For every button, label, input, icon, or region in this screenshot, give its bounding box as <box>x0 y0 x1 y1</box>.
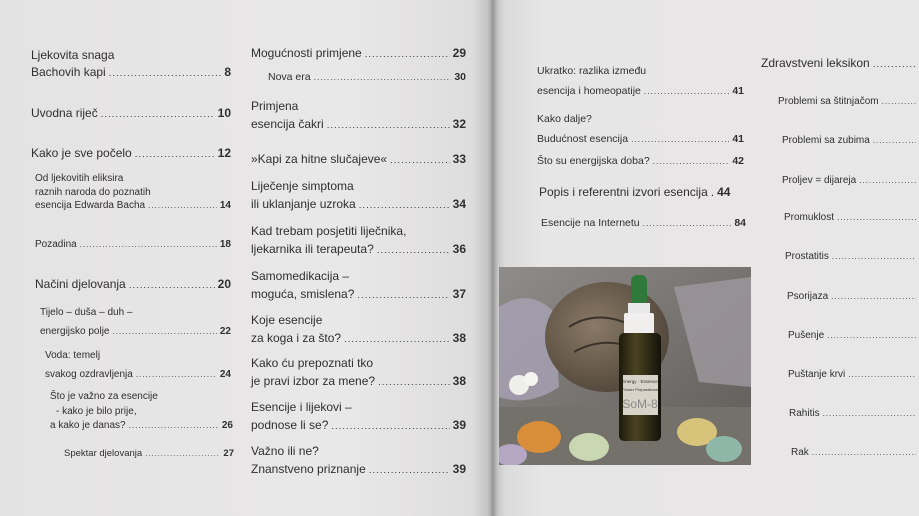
toc-entry-label: esencija čakri <box>251 117 324 131</box>
lexicon-entry <box>787 292 919 302</box>
toc-entry <box>251 267 466 303</box>
leader-dots <box>359 199 450 213</box>
leader-dots <box>135 150 215 160</box>
toc-entry-label: Esencije na Internetu <box>541 217 640 229</box>
toc-entry-label: Bachovih kapi <box>31 65 106 79</box>
toc-entry <box>537 61 744 102</box>
toc-entry-line: Voda: temelj <box>45 350 101 361</box>
essence-bottle-photo <box>499 267 751 465</box>
toc-entry-line: Primjena <box>251 99 299 113</box>
leader-dots <box>365 50 450 60</box>
toc-entry-page: 29 <box>452 46 466 60</box>
lexicon-entry-label: Prostatitis <box>785 251 829 262</box>
toc-entry-line: Tijelo – duša – duh – <box>40 307 133 318</box>
toc-entry-page: 33 <box>452 152 466 166</box>
leader-dots <box>848 371 916 379</box>
lexicon-entry <box>788 370 919 380</box>
lexicon-entry-label: Problemi sa zubima <box>782 135 870 146</box>
bottle-cap <box>624 313 654 335</box>
dropper-bulb <box>631 275 647 305</box>
toc-entry-page: 39 <box>452 418 466 432</box>
leader-dots <box>390 156 450 166</box>
toc-entry-line: Kad trebam posjetiti liječnika, <box>251 224 407 238</box>
toc-entry-line: Kako dalje? <box>537 113 592 125</box>
toc-entry-label: Uvodna riječ <box>31 106 98 120</box>
lexicon-entry-label: Problemi sa štitnjačom <box>778 96 879 107</box>
leader-dots <box>882 98 916 106</box>
toc-entry <box>251 222 466 258</box>
photo-illustration <box>499 267 751 465</box>
leader-dots <box>643 219 732 227</box>
toc-entry-line: Od ljekovitih eliksira <box>35 173 124 184</box>
leader-dots <box>644 83 729 99</box>
green-stone <box>569 433 609 461</box>
toc-entry <box>541 218 746 229</box>
toc-entry <box>35 240 231 250</box>
toc-entry-line: Ljekovita snaga <box>31 48 115 62</box>
orange-stone <box>517 421 561 453</box>
toc-entry-page: 22 <box>219 326 231 337</box>
toc-entry <box>537 156 744 167</box>
lexicon-entry-label: Proljev = dijareja <box>782 175 857 186</box>
toc-entry-label: Načini djelovanja <box>35 277 126 291</box>
toc-entry-line: - kako je bilo prije, <box>56 405 137 417</box>
leader-dots <box>859 177 916 185</box>
toc-entry-label: esencija Edwarda Bacha <box>35 200 146 211</box>
toc-entry-label: »Kapi za hitne slučajeve« <box>251 152 388 166</box>
leader-dot: . <box>710 185 715 199</box>
leader-dots <box>327 119 450 133</box>
toc-entry-label: a kako je danas? <box>50 420 126 431</box>
toc-entry-label: Nova era <box>268 71 311 83</box>
toc-entry <box>31 49 231 79</box>
toc-entry-page: 14 <box>219 200 231 211</box>
toc-entry-line: Ukratko: razlika između <box>537 65 647 77</box>
toc-entry-page: 39 <box>452 462 466 476</box>
toc-entry-line: Koje esencije <box>251 313 323 327</box>
aqua-stone <box>706 436 742 462</box>
toc-entry-page: 41 <box>732 133 744 146</box>
lexicon-entry <box>782 176 919 186</box>
toc-entry-page: 84 <box>734 217 746 229</box>
toc-entry <box>251 47 466 60</box>
toc-entry <box>251 398 466 434</box>
leader-dots <box>109 69 222 79</box>
label-line-1: Energy · Essence <box>622 379 658 384</box>
toc-entry-label: Kako je sve počelo <box>31 146 132 160</box>
toc-entry-page: 42 <box>732 155 744 167</box>
leader-dots <box>145 450 220 458</box>
toc-entry <box>268 72 466 83</box>
toc-entry-label: moguća, smislena? <box>251 287 355 301</box>
toc-entry-page: 41 <box>732 85 744 98</box>
leader-dots <box>129 420 219 432</box>
lexicon-heading-label: Zdravstveni leksikon <box>761 56 870 70</box>
toc-entry-line: raznih naroda do poznatih <box>35 186 151 198</box>
toc-entry-page: 10 <box>217 106 231 120</box>
lexicon-entry <box>785 252 919 262</box>
toc-entry-line: Važno ili ne? <box>251 444 319 458</box>
toc-entry <box>35 278 231 291</box>
toc-entry-label: Spektar djelovanja <box>64 448 143 459</box>
toc-entry-page: 37 <box>452 287 466 301</box>
leader-dots <box>331 420 449 434</box>
toc-entry-label: svakog ozdravljenja <box>45 369 133 380</box>
toc-entry <box>31 147 231 160</box>
toc-entry-page: 36 <box>452 242 466 256</box>
toc-entry-page: 12 <box>217 146 231 160</box>
lexicon-entry <box>782 136 919 146</box>
lexicon-entry-label: Psorijaza <box>787 291 829 302</box>
toc-entry-page: 44 <box>717 185 731 199</box>
toc-entry <box>537 109 744 150</box>
leader-dots <box>377 244 450 258</box>
toc-entry-label: energijsko polje <box>40 326 110 337</box>
leader-dots <box>113 324 217 339</box>
lexicon-entry-label: Pušenje <box>788 330 825 341</box>
lexicon-entry <box>778 97 919 107</box>
lexicon-entry <box>784 213 919 223</box>
toc-entry-label: esencija i homeopatije <box>537 85 641 98</box>
toc-entry <box>251 354 466 390</box>
toc-entry-page: 32 <box>452 117 466 131</box>
toc-entry-label: je pravi izbor za mene? <box>251 374 376 388</box>
leader-dots <box>344 333 450 347</box>
label-line-2: Flower Preparations <box>622 387 658 392</box>
toc-entry-label: Pozadina <box>35 239 77 250</box>
toc-entry <box>251 153 466 166</box>
toc-entry-label: ljekarnika ili terapeuta? <box>251 242 374 256</box>
toc-entry <box>539 186 747 198</box>
leader-dots <box>148 201 217 212</box>
leader-dots <box>837 214 916 222</box>
leader-dots <box>827 332 916 340</box>
leader-dots <box>80 241 217 249</box>
leader-dots <box>831 293 916 301</box>
toc-entry-page: 38 <box>452 331 466 345</box>
toc-entry-label: Znanstveno priznanje <box>251 462 366 476</box>
toc-entry <box>40 303 231 341</box>
toc-entry-page: 18 <box>219 239 231 250</box>
toc-entry-label: Mogućnosti primjene <box>251 46 362 60</box>
lexicon-entry <box>789 409 919 419</box>
leader-dots <box>101 110 215 120</box>
lexicon-entry-label: Rak <box>791 447 809 458</box>
label-product-name: SoM-8 <box>622 397 658 411</box>
toc-entry-label: Što su energijska doba? <box>537 155 650 167</box>
toc-entry <box>45 346 231 384</box>
leader-dots <box>136 367 217 382</box>
leader-dots <box>631 131 729 147</box>
leader-dots <box>369 464 450 478</box>
toc-entry-label: za koga i za što? <box>251 331 342 345</box>
lexicon-entry <box>791 448 919 458</box>
lexicon-entry <box>788 331 919 341</box>
toc-entry-label: Popis i referentni izvori esencija <box>539 185 708 199</box>
lexicon-entry-label: Rahitis <box>789 408 820 419</box>
toc-entry <box>35 172 231 213</box>
toc-entry-page: 34 <box>452 197 466 211</box>
lexicon-entry-label: Promuklost <box>784 212 835 223</box>
toc-entry <box>50 390 233 434</box>
leader-dots <box>812 449 916 457</box>
toc-entry-line: Samomedikacija – <box>251 269 350 283</box>
dropper-collar <box>628 303 650 313</box>
toc-entry-line: Kako ću prepoznati tko <box>251 356 374 370</box>
toc-entry-page: 38 <box>452 374 466 388</box>
leader-dots <box>314 73 452 81</box>
leader-dots <box>832 253 916 261</box>
toc-entry <box>31 107 231 120</box>
toc-entry-page: 24 <box>219 369 231 380</box>
leader-dots <box>378 376 450 390</box>
toc-entry-label: ili uklanjanje uzroka <box>251 197 356 211</box>
toc-entry-line: Esencije i lijekovi – <box>251 400 352 414</box>
leader-dots <box>823 410 916 418</box>
leader-dots <box>653 157 730 165</box>
toc-entry-page: 26 <box>221 420 233 431</box>
leader-dots <box>129 281 215 291</box>
lexicon-heading <box>761 57 919 70</box>
toc-entry-page: 30 <box>454 71 466 83</box>
toc-entry <box>64 449 234 459</box>
leader-dots <box>873 60 916 70</box>
toc-entry-page: 27 <box>223 448 234 459</box>
leader-dots <box>873 137 916 145</box>
toc-entry-page: 8 <box>224 65 231 79</box>
white-coral-part <box>524 372 538 386</box>
toc-entry <box>251 177 466 213</box>
toc-entry <box>251 97 466 133</box>
toc-entry-line: Što je važno za esencije <box>50 391 158 402</box>
toc-entry-line: Liječenje simptoma <box>251 179 354 193</box>
toc-entry-page: 20 <box>217 277 231 291</box>
toc-entry-label: Budućnost esencija <box>537 133 629 146</box>
leader-dots <box>357 289 449 303</box>
lexicon-entry-label: Puštanje krvi <box>788 369 846 380</box>
toc-entry <box>251 311 466 347</box>
toc-entry-label: podnose li se? <box>251 418 329 432</box>
book-gutter <box>488 0 498 516</box>
toc-entry <box>251 442 466 478</box>
